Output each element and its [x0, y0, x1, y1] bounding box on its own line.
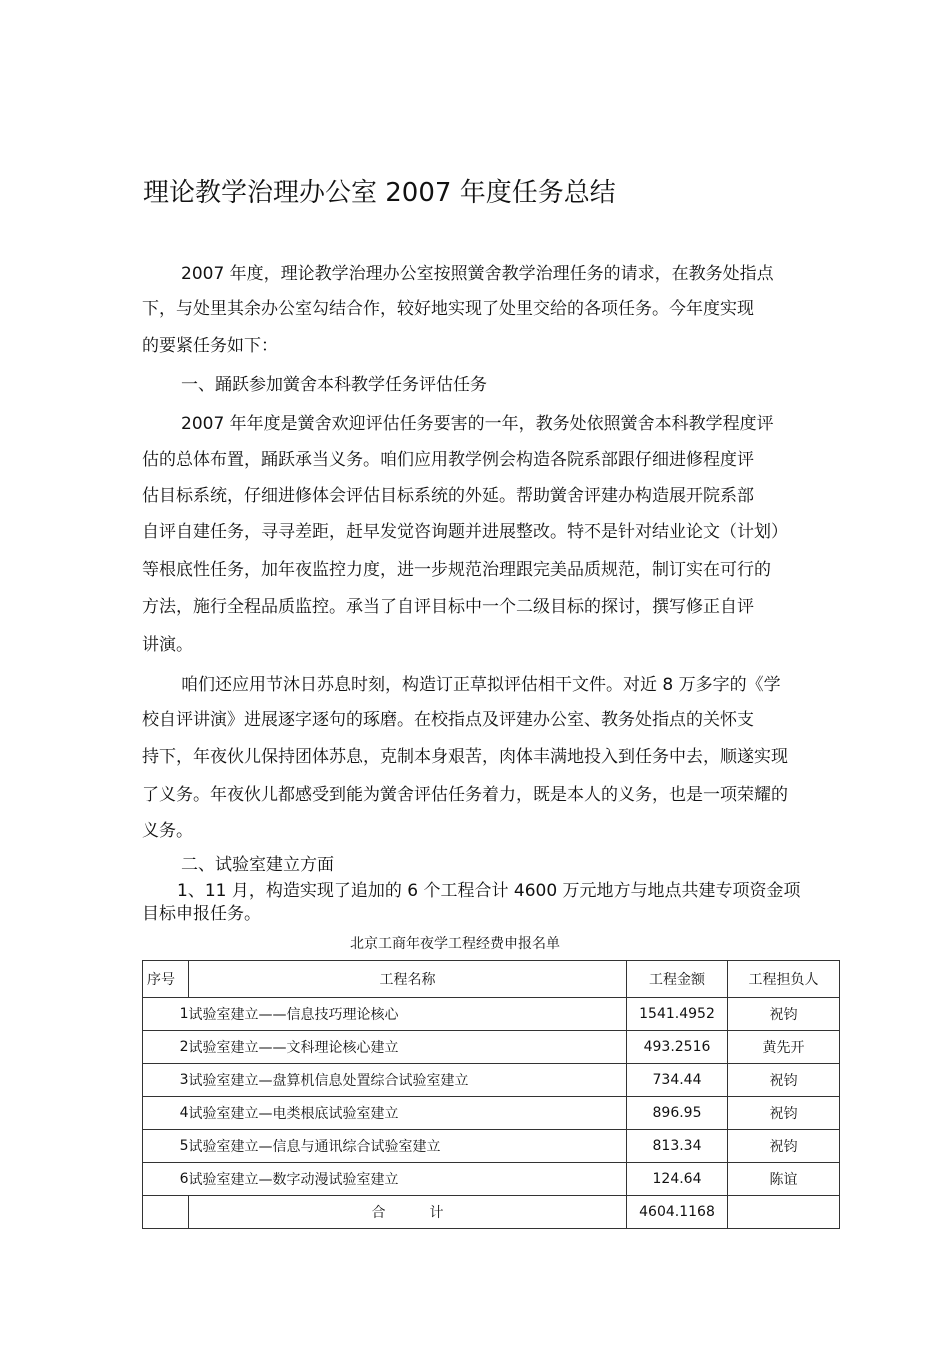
row-name: 试验室建立——信息技巧理论核心: [189, 998, 627, 1031]
paragraph-line: 方法，施行全程品质监控。承当了自评目标中一个二级目标的探讨，撰写修正自评: [142, 597, 754, 617]
paragraph-line: 等根底性任务，加年夜监控力度，进一步规范治理跟完美品质规范，制订实在可行的: [142, 560, 771, 580]
row-amount: 124.64: [627, 1163, 728, 1196]
table-header-row: [143, 961, 840, 998]
row-amount: 813.34: [627, 1130, 728, 1163]
table-row: [143, 998, 840, 1031]
row-person: 陈谊: [728, 1163, 840, 1196]
row-name: 试验室建立—数字动漫试验室建立: [189, 1163, 627, 1196]
table-caption: 北京工商年夜学工程经费申报名单: [350, 936, 560, 952]
header-name: 工程名称: [189, 961, 627, 998]
paragraph-line: 持下，年夜伙儿保持团体苏息，克制本身艰苦，肉体丰满地投入到任务中去，顺遂实现: [142, 747, 788, 767]
document-title: 理论教学治理办公室 2007 年度任务总结: [143, 178, 616, 208]
row-amount: 493.2516: [627, 1031, 728, 1064]
total-person: [728, 1196, 840, 1229]
row-person: 祝钧: [728, 1064, 840, 1097]
paragraph-line: 估的总体布置，踊跃承当义务。咱们应用教学例会构造各院系部跟仔细进修程度评: [142, 450, 754, 470]
header-person: 工程担负人: [728, 961, 840, 998]
total-label: [189, 1196, 627, 1229]
table-row: [143, 1163, 840, 1196]
paragraph-line: 校自评讲演》进展逐字逐句的琢磨。在校指点及评建办公室、教务处指点的关怀支: [142, 710, 754, 730]
section-heading: 二、试验室建立方面: [181, 855, 334, 875]
header-seq: 序号: [143, 961, 189, 998]
row-seq: 5: [143, 1130, 189, 1163]
paragraph-line: 了义务。年夜伙儿都感受到能为黉舍评估任务着力，既是本人的义务，也是一项荣耀的: [142, 785, 788, 805]
paragraph-line: 估目标系统，仔细进修体会评估目标系统的外延。帮助黉舍评建办构造展开院系部: [142, 486, 754, 506]
row-person: 祝钧: [728, 998, 840, 1031]
row-person: 祝钧: [728, 1097, 840, 1130]
total-amount: 4604.1168: [627, 1196, 728, 1229]
row-person: 黄先开: [728, 1031, 840, 1064]
row-person: 祝钧: [728, 1130, 840, 1163]
paragraph-line: 2007 年度，理论教学治理办公室按照黉舍教学治理任务的请求，在教务处指点: [181, 264, 774, 284]
total-label-left: 合: [371, 1205, 386, 1221]
row-name: 试验室建立——文科理论核心建立: [189, 1031, 627, 1064]
section-heading: 一、踊跃参加黉舍本科教学任务评估任务: [181, 375, 487, 395]
row-name: 试验室建立—信息与通讯综合试验室建立: [189, 1130, 627, 1163]
total-label-right: 计: [429, 1205, 444, 1221]
row-amount: 1541.4952: [627, 998, 728, 1031]
row-seq: 1: [143, 998, 189, 1031]
paragraph-line: 咱们还应用节沐日苏息时刻，构造订正草拟评估相干文件。对近 8 万多字的《学: [181, 675, 781, 695]
paragraph-line: 下，与处里其余办公室勾结合作，较好地实现了处里交给的各项任务。今年度实现: [142, 299, 754, 319]
row-amount: 896.95: [627, 1097, 728, 1130]
table-row: [143, 1064, 840, 1097]
table-total-row: [143, 1196, 840, 1229]
row-seq: 2: [143, 1031, 189, 1064]
row-seq: 6: [143, 1163, 189, 1196]
paragraph-line: 的要紧任务如下：: [142, 336, 278, 356]
header-amount: 工程金额: [627, 961, 728, 998]
paragraph-line: 目标申报任务。: [142, 904, 261, 924]
paragraph-line: 1、11 月，构造实现了追加的 6 个工程合计 4600 万元地方与地点共建专项资金项: [177, 881, 801, 901]
paragraph-line: 2007 年年度是黉舍欢迎评估任务要害的一年，教务处依照黉舍本科教学程度评: [181, 414, 774, 434]
row-seq: 3: [143, 1064, 189, 1097]
row-seq: 4: [143, 1097, 189, 1130]
total-seq-empty: [143, 1196, 189, 1229]
row-name: 试验室建立—盘算机信息处置综合试验室建立: [189, 1064, 627, 1097]
table-row: [143, 1031, 840, 1064]
budget-table: [142, 960, 840, 1229]
paragraph-line: 义务。: [142, 821, 193, 841]
row-name: 试验室建立—电类根底试验室建立: [189, 1097, 627, 1130]
paragraph-line: 讲演。: [142, 635, 193, 655]
row-amount: 734.44: [627, 1064, 728, 1097]
table-row: [143, 1130, 840, 1163]
table-row: [143, 1097, 840, 1130]
paragraph-line: 自评自建任务，寻寻差距，赶早发觉咨询题并进展整改。特不是针对结业论文（计划）: [142, 522, 788, 542]
